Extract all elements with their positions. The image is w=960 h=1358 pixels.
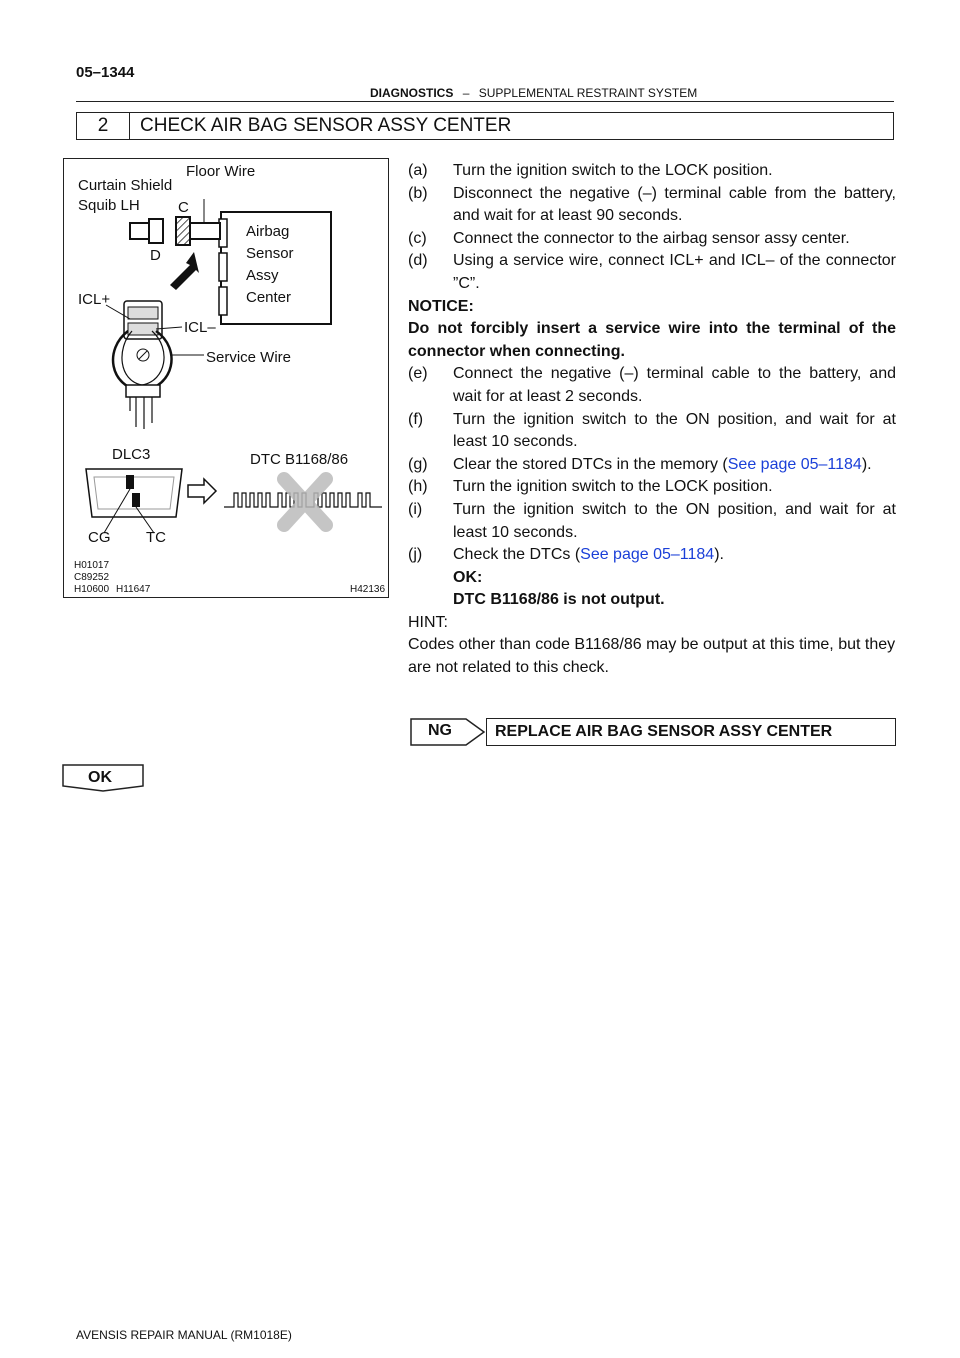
- ng-action: REPLACE AIR BAG SENSOR ASSY CENTER: [486, 718, 896, 746]
- label-sensor: Sensor: [246, 245, 294, 262]
- header-section-title: SUPPLEMENTAL RESTRAINT SYSTEM: [478, 86, 698, 100]
- step-marker: (f): [408, 410, 424, 428]
- step-c: [408, 228, 896, 251]
- header-chapter: DIAGNOSTICS: [370, 86, 454, 100]
- ref-code: H42136: [350, 584, 386, 595]
- label-center: Center: [246, 289, 292, 306]
- step-text: Turn the ignition switch to the LOCK position.: [453, 478, 773, 496]
- label-connector-d: D: [150, 247, 161, 264]
- ref-code: H11647: [116, 584, 151, 595]
- step-marker: (i): [408, 500, 423, 518]
- header-section: [370, 86, 697, 100]
- step-marker: (a): [408, 162, 428, 179]
- label-dlc3: DLC3: [112, 446, 151, 463]
- ok-tab-label: OK: [88, 769, 112, 786]
- ng-label: NG: [428, 722, 452, 739]
- page-number: 05–1344: [76, 64, 135, 81]
- label-connector-c: C: [178, 199, 189, 216]
- step-text: [453, 544, 896, 567]
- step-title: CHECK AIR BAG SENSOR ASSY CENTER: [140, 115, 512, 136]
- step-text: Disconnect the negative (–) terminal cable from the battery, and wait for at least 90 seconds.: [453, 184, 896, 225]
- hint-text: Codes other than code B1168/86 may be output at this time, but they are not related to this check.: [408, 636, 896, 677]
- label-squib-lh: Squib LH: [78, 197, 140, 214]
- step-h: [408, 476, 896, 499]
- step-d: [408, 250, 896, 295]
- step-number: 2: [77, 113, 130, 139]
- notice-title: NOTICE:: [408, 297, 474, 315]
- ref-code: C89252: [74, 572, 110, 583]
- label-floor-wire: Floor Wire: [186, 163, 256, 180]
- step-marker: (d): [408, 252, 428, 270]
- step-text: Turn the ignition switch to the LOCK position.: [453, 162, 773, 179]
- ok-result: DTC B1168/86 is not output.: [453, 591, 665, 609]
- label-icl-plus: ICL+: [78, 291, 111, 308]
- step-g-end: ).: [861, 455, 872, 473]
- step-marker: (h): [408, 478, 428, 496]
- step-j-end: ).: [714, 546, 724, 564]
- connector-c: [176, 217, 190, 245]
- footer: AVENSIS REPAIR MANUAL (RM1018E): [76, 1328, 292, 1342]
- direction-arrow: [170, 252, 199, 290]
- step-a: [408, 160, 896, 183]
- instructions-text: [408, 160, 896, 680]
- step-header: [76, 112, 894, 140]
- step-text: Connect the negative (–) terminal cable to the battery, and wait for at least 2 seconds.: [453, 365, 896, 405]
- step-j-text: Check the DTCs (: [453, 546, 581, 564]
- label-icl-minus: ICL–: [184, 319, 216, 336]
- step-j: [408, 544, 896, 567]
- ok-label: OK:: [453, 568, 483, 586]
- step-marker: (b): [408, 184, 428, 202]
- ref-code: H01017: [74, 560, 110, 571]
- label-tc: TC: [146, 529, 166, 546]
- hint-title: HINT:: [408, 613, 448, 631]
- step-marker: (c): [408, 229, 427, 247]
- label-airbag: Airbag: [246, 223, 290, 240]
- label-assy: Assy: [246, 267, 279, 284]
- see-page-link[interactable]: See page 05–1184: [580, 546, 715, 564]
- step-text: Turn the ignition switch to the ON position, and wait for at least 10 seconds.: [453, 500, 896, 541]
- diagram-figure: [63, 158, 389, 598]
- step-g: [408, 454, 896, 477]
- flow-arrow: [188, 479, 216, 503]
- diagram-illustration: [64, 159, 387, 596]
- step-g-text: Clear the stored DTCs in the memory (: [453, 455, 728, 473]
- step-text: Connect the connector to the airbag sensor assy center.: [453, 229, 850, 247]
- connector-d: [149, 219, 163, 243]
- label-dtc: DTC B1168/86: [250, 451, 349, 468]
- label-service-wire: Service Wire: [206, 349, 292, 366]
- notice-text: Do not forcibly insert a service wire into the terminal of the connector when connecting.: [408, 320, 896, 360]
- see-page-link[interactable]: See page 05–1184: [727, 455, 862, 473]
- step-marker: (g): [408, 455, 428, 473]
- step-marker: (e): [408, 365, 428, 383]
- label-curtain-shield: Curtain Shield: [78, 177, 173, 194]
- step-i: [408, 499, 896, 544]
- step-e: [408, 363, 896, 408]
- label-cg: CG: [88, 529, 111, 546]
- step-f: [408, 409, 896, 454]
- ng-result-row: [410, 718, 896, 746]
- step-b: [408, 183, 896, 228]
- step-text: Using a service wire, connect ICL+ and ICL– of the connector ”C”.: [453, 252, 896, 292]
- ng-arrow: [410, 718, 486, 746]
- header-rule: [76, 101, 894, 102]
- step-marker: (j): [408, 546, 423, 564]
- step-text: Turn the ignition switch to the ON position, and wait for at least 10 seconds.: [453, 410, 896, 451]
- ref-code: H10600: [74, 584, 110, 595]
- header-separator: –: [462, 86, 470, 100]
- step-text: [453, 454, 896, 477]
